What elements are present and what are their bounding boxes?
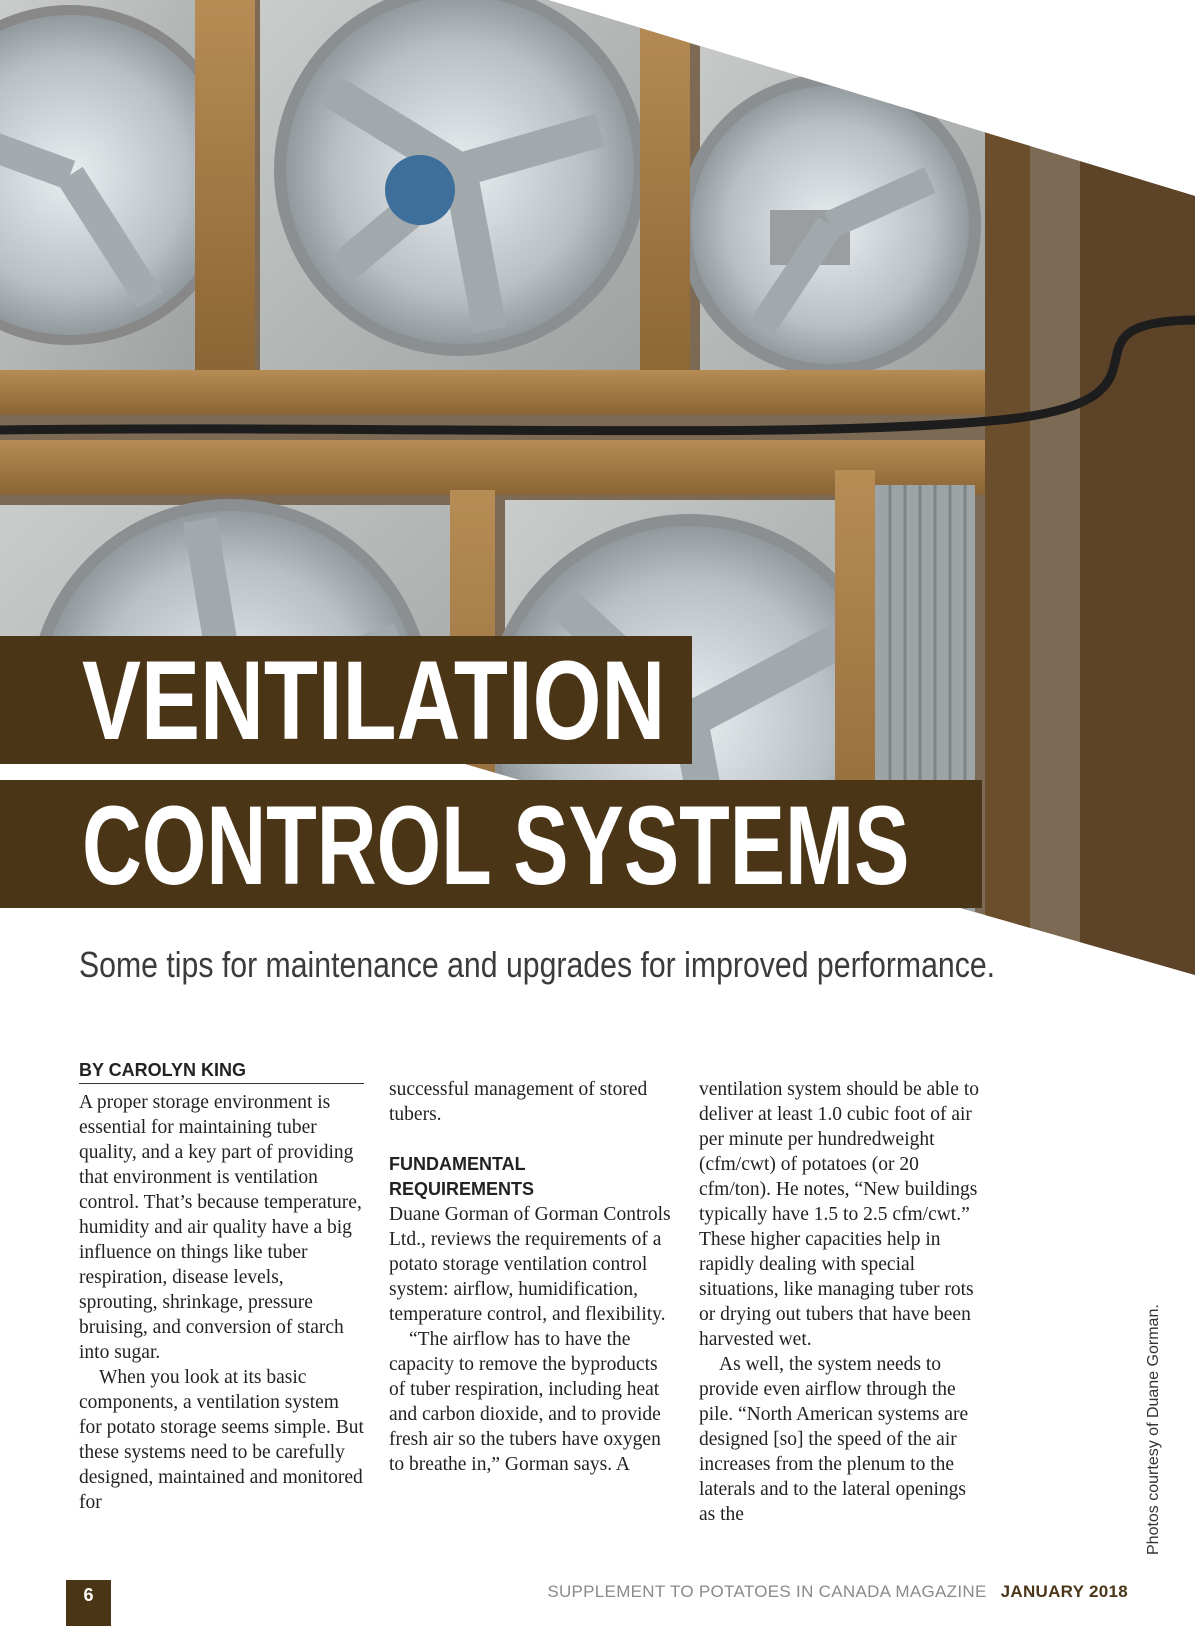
col1-paragraph-1: A proper storage environment is essential for maintaining tuber quality, and a key part of providing that environment is ventilation control. That’s because temperature, humidity and air quality have a big influence on things like tuber respiration, disease levels, sprouting, shrinkage, pressure bruising, and conversion of starch into sugar. bbox=[79, 1092, 362, 1363]
photo-credit: Photos courtesy of Duane Gorman. bbox=[1145, 1304, 1162, 1555]
col3-paragraph-2: As well, the system needs to provide even airflow through the pile. “North American systems are designed [so] the speed of the air increases from the plenum to the laterals and to the lateral openings as the bbox=[699, 1354, 969, 1525]
fan-top-right bbox=[685, 80, 975, 370]
page-number: 6 bbox=[83, 1585, 94, 1605]
text-column-1 bbox=[79, 1058, 364, 1515]
byline: BY CAROLYN KING bbox=[79, 1058, 364, 1084]
section-heading-line2: REQUIREMENTS bbox=[389, 1179, 535, 1199]
text-column-2 bbox=[389, 1077, 674, 1477]
col2-paragraph-3: “The airflow has to have the capacity to remove the byproducts of tuber respiration, including heat and carbon dioxide, and to provide fresh air so the tubers have oxygen to breathe in,” Gorman says. A bbox=[389, 1329, 661, 1475]
footer-publication bbox=[547, 1582, 1128, 1602]
col2-paragraph-1: successful management of stored tubers. bbox=[389, 1079, 648, 1125]
col1-paragraph-2: When you look at its basic components, a ventilation system for potato storage seems simple. But these systems need to be carefully designed, maintained and monitored for bbox=[79, 1367, 364, 1513]
text-column-3 bbox=[699, 1077, 984, 1527]
page-number-box bbox=[66, 1580, 111, 1626]
article-subtitle: Some tips for maintenance and upgrades for improved performance. bbox=[79, 944, 996, 985]
fan-top-center bbox=[280, 0, 640, 350]
footer-date: JANUARY 2018 bbox=[1000, 1582, 1128, 1601]
section-heading-line1: FUNDAMENTAL bbox=[389, 1154, 526, 1174]
article-title-line2: CONTROL SYSTEMS bbox=[82, 783, 910, 908]
col3-paragraph-1: ventilation system should be able to deliver at least 1.0 cubic foot of air per minute per hundredweight (cfm/cwt) of potatoes (or 20 cfm/ton). He notes, “New buildings typically have 1.5 to 2.5 cfm/cwt.” These higher capacities help in rapidly dealing with special situations, like managing tuber rots or drying out tubers that have been harvested wet. bbox=[699, 1079, 979, 1350]
col2-paragraph-2: Duane Gorman of Gorman Controls Ltd., reviews the requirements of a potato storage ventilation control system: airflow, humidification, temperature control, and flexibility. bbox=[389, 1204, 671, 1325]
footer-publication-name: SUPPLEMENT TO POTATOES IN CANADA MAGAZINE bbox=[547, 1582, 987, 1601]
article-title-line1: VENTILATION bbox=[82, 638, 666, 763]
